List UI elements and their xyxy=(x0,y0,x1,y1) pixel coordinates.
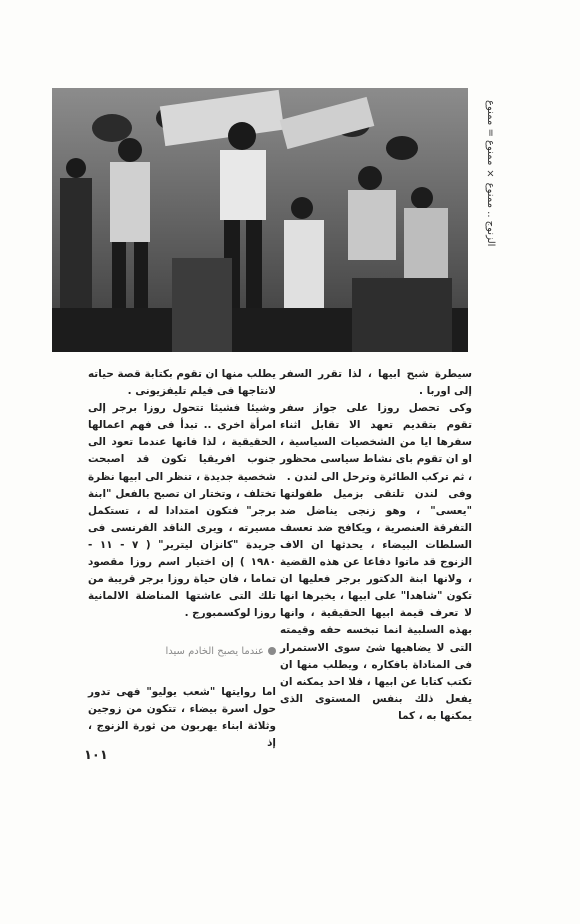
paragraph: وكى تحصل روزا على جواز سفر تقوم بتقديم تعهد الا تقابل اثناء سفرها ايا من الشخصيات السياسية ، او ان تقوم باى نشاط سياسى محظور ، ثم تركب الطائرة وترحل الى لندن . xyxy=(280,402,472,483)
subheading-text: عندما يصبح الخادم سيدا xyxy=(165,646,264,657)
paragraph: يطلب منها ان تقوم بكتابة قصة حياته لانتاجها فى فيلم تليفزيونى . xyxy=(88,368,276,398)
text-column-right xyxy=(280,366,472,725)
text-column-left-continued xyxy=(88,684,276,752)
page-number: ١٠١ xyxy=(84,748,108,763)
crowd-photo-image xyxy=(52,88,468,352)
paragraph: وفى لندن تلتقى بزميل طفولتها "يعسى" ، وهو زنجى يناضل ضد التفرقة العنصرية ، ويكافح ضد تعسف السلطات البيضاء ، يحدثها ان الاف الزنوج قد ماتوا دفاعا عن هذه القضية ، ولانها ابنة الدكتور برجر فعليها ان تكون "شاهدا" على ابيها ، يخبرها انها لا تعرف قيمة ابيها الحقيقية ، وانها بهذه السلبية انما تبخسه حقه وقيمته التى لا يضاهيها شئ سوى الاستمرار فى المناداة بافكاره ، ويطلب منها ان تكتب كتابا عن ابيها ، فلا احد يمكنه ان يفعل ذلك بنفس المستوى الذى يمكنها به ، كما xyxy=(280,487,472,722)
paragraph: سيطرة شبح ابيها ، لذا تقرر السفر إلى اوربا . xyxy=(280,368,472,398)
paragraph: اما روايتها "شعب يوليو" فهى تدور حول اسرة بيضاء ، تتكون من زوجين وثلاثة ابناء يهربون من ثورة الزنوج ، إذ xyxy=(88,686,276,750)
bullet-icon xyxy=(268,647,276,655)
section-subheading xyxy=(88,646,276,657)
photo-side-caption: الزنوج .. ممنوع × ممنوع = ممنوع xyxy=(485,100,496,247)
text-column-left xyxy=(88,366,276,622)
paragraph: وشيئا فشيئا تتحول روزا برجر إلى امرأة اخرى .. تبدأ فى فهم اعمالها الحقيقية ، لذا فانها عندما تعود الى جنوب افريقيا تكون قد اصبحت شخصية جديدة ، تنظر الى ابيها نظرة تختلف ، وتختار ان تصبح بالفعل "ابنة برجر" فتكون امتدادا له ، تستكمل مسيرته ، ويرى الناقد الفرنسى فى جريدة "كانزان ليترير" ( ٧ - ١١ - ١٩٨٠ ) إن اختيار اسم روزا مقصود تماما ، فان حياة روزا برجر قريبة من تلك التى عاشتها المناضلة الالمانية روزا لوكسمبورج . xyxy=(88,402,276,620)
crowd-photo xyxy=(52,88,468,352)
